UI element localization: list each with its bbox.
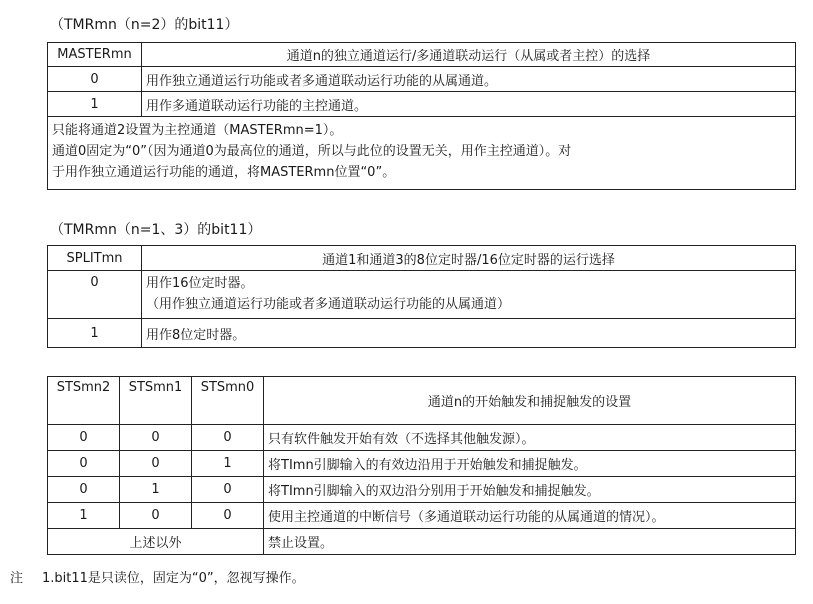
mastermn-value: 0 [48, 67, 142, 92]
mastermn-value: 1 [48, 92, 142, 117]
stsmn0-header: STSmn0 [192, 377, 264, 425]
table-row [48, 425, 796, 451]
stsmn-desc: 将TImn引脚输入的有效边沿用于开始触发和捕捉触发。 [264, 451, 796, 477]
table-row [48, 529, 796, 555]
stsmn-table [47, 376, 796, 555]
splitmn-value: 1 [48, 319, 142, 348]
table-row [48, 451, 796, 477]
table-row [48, 503, 796, 529]
mastermn-header-desc: 通道n的独立通道运行/多通道联动运行（从属或者主控）的选择 [142, 43, 796, 67]
table-row [48, 92, 796, 117]
stsmn0-value: 1 [192, 451, 264, 477]
mastermn-desc: 用作独立通道运行功能或者多通道联动运行功能的从属通道。 [142, 67, 796, 92]
stsmn1-value: 0 [120, 503, 192, 529]
splitmn-table [47, 245, 796, 348]
stsmn1-value: 1 [120, 477, 192, 503]
splitmn-value: 0 [48, 271, 142, 319]
stsmn-desc: 禁止设置。 [264, 529, 796, 555]
mastermn-remark [48, 117, 796, 190]
stsmn-desc: 只有软件触发开始有效（不选择其他触发源）。 [264, 425, 796, 451]
table-row [48, 271, 796, 319]
stsmn2-value: 0 [48, 451, 120, 477]
remark-line: 通道0固定为“0”（因为通道0为最高位的通道，所以与此位的设置无关，用作主控通道）。对 [52, 144, 572, 159]
remark-line: 于用作独立通道运行功能的通道，将MASTERmn位置“0”。 [52, 165, 396, 180]
stsmn0-value: 0 [192, 425, 264, 451]
mastermn-desc: 用作多通道联动运行功能的主控通道。 [142, 92, 796, 117]
stsmn2-value: 1 [48, 503, 120, 529]
splitmn-header-desc: 通道1和通道3的8位定时器/16位定时器的运行选择 [142, 246, 796, 271]
stsmn2-value: 0 [48, 425, 120, 451]
stsmn-header-desc: 通道n的开始触发和捕捉触发的设置 [264, 377, 796, 425]
splitmn-desc-line: （用作独立通道运行功能或者多通道联动运行功能的从属通道） [146, 297, 511, 312]
mastermn-table [47, 42, 796, 190]
stsmn1-value: 0 [120, 425, 192, 451]
splitmn-desc: 用作8位定时器。 [142, 319, 796, 348]
stsmn0-value: 0 [192, 477, 264, 503]
stsmn1-header: STSmn1 [120, 377, 192, 425]
note-text: 1.bit11是只读位，固定为“0”，忽视写操作。 [42, 571, 305, 586]
table-row [48, 67, 796, 92]
table-row [48, 477, 796, 503]
stsmn1-value: 0 [120, 451, 192, 477]
mastermn-header: MASTERmn [48, 43, 142, 67]
section2-title: （TMRmn（n=1、3）的bit11） [50, 222, 262, 238]
splitmn-desc [142, 271, 796, 319]
splitmn-desc-line: 用作16位定时器。 [146, 276, 254, 291]
splitmn-header: SPLITmn [48, 246, 142, 271]
note-mark: 注 [10, 571, 24, 586]
remark-line: 只能将通道2设置为主控通道（MASTERmn=1）。 [52, 123, 343, 138]
stsmn-desc: 将TImn引脚输入的双边沿分别用于开始触发和捕捉触发。 [264, 477, 796, 503]
table-row [48, 319, 796, 348]
stsmn2-value: 0 [48, 477, 120, 503]
stsmn2-header: STSmn2 [48, 377, 120, 425]
stsmn0-value: 0 [192, 503, 264, 529]
stsmn-desc: 使用主控通道的中断信号（多通道联动运行功能的从属通道的情况）。 [264, 503, 796, 529]
stsmn-other-label: 上述以外 [48, 529, 264, 555]
section1-title: （TMRmn（n=2）的bit11） [50, 17, 239, 33]
